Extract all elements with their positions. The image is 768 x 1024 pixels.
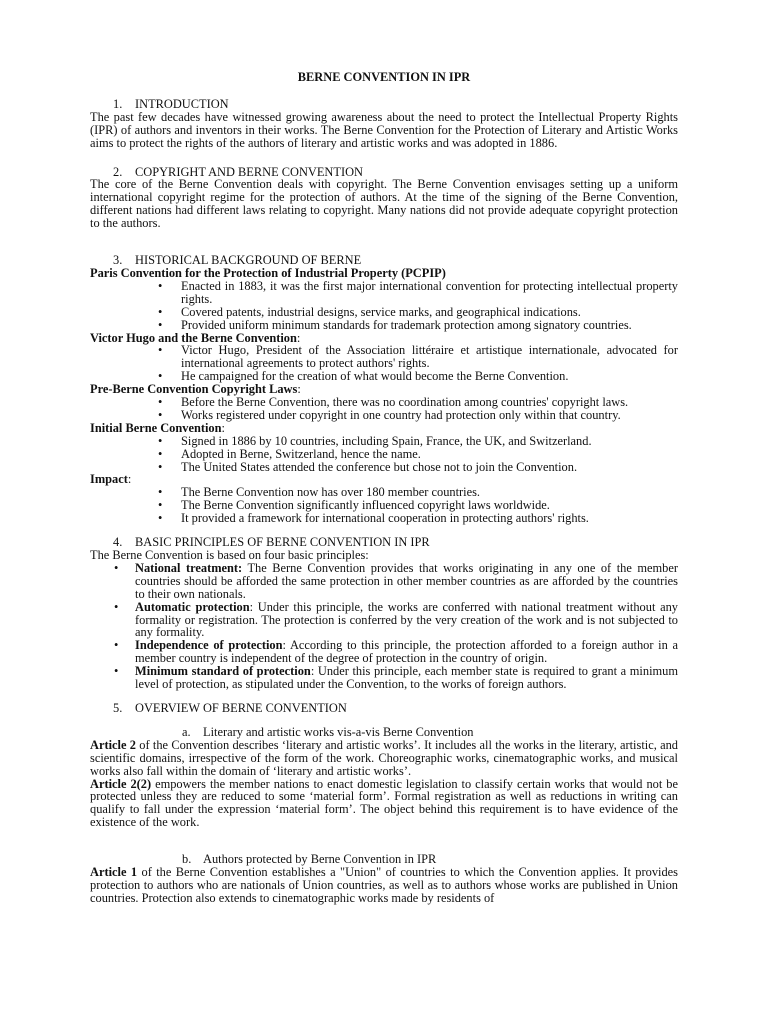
- list-item: • The United States attended the conference but chose not to join the Convention.: [158, 459, 578, 474]
- subhead-paris-convention: Paris Convention for the Protection of Industrial Property (PCPIP): [90, 265, 446, 280]
- bullet-icon: •: [158, 395, 163, 410]
- bullet-icon: •: [158, 317, 163, 332]
- bullet-icon: •: [158, 433, 163, 448]
- bullet-icon: •: [114, 560, 119, 575]
- bullet-icon: •: [158, 343, 163, 358]
- list-item: • Provided uniform minimum standards for trademark protection among signatory countries.: [158, 317, 632, 332]
- section-title: BASIC PRINCIPLES OF BERNE CONVENTION IN IPR: [135, 535, 430, 550]
- list-item: • Independence of protection: According to this principle, the protection afforded to a foreign author in a member country is independent of the degree of protection in the country of origin.: [114, 638, 679, 666]
- section-heading-introduction: [90, 98, 678, 111]
- introduction-paragraph: The past few decades have witnessed growing awareness about the need to protect the Intellectual Property Rights (IPR) of authors and inventors in their works. The Berne Convention for the Protection of Literary and Artistic Works aims to protect the rights of the authors of literary and artistic works and was adopted in 1886.: [90, 109, 678, 150]
- section-number: 5.: [113, 700, 123, 715]
- bullet-icon: •: [158, 459, 163, 474]
- list-item: • Works registered under copyright in one country had protection only within that country.: [158, 407, 621, 422]
- bullet-icon: •: [158, 278, 163, 293]
- initial-berne-list: [90, 435, 678, 474]
- list-item: • Victor Hugo, President of the Association littéraire et artistique internationale, advocated for international agreements to protect authors' rights.: [158, 343, 678, 371]
- section-number: 2.: [113, 164, 123, 179]
- subhead-initial-berne: Initial Berne Convention:: [90, 420, 225, 435]
- list-item: • The Berne Convention significantly influenced copyright laws worldwide.: [158, 498, 550, 513]
- bullet-icon: •: [114, 638, 119, 653]
- section-title: COPYRIGHT AND BERNE CONVENTION: [135, 164, 363, 179]
- impact-list: [90, 486, 678, 525]
- bullet-icon: •: [158, 446, 163, 461]
- list-item: • Signed in 1886 by 10 countries, including Spain, France, the UK, and Switzerland.: [158, 433, 592, 448]
- victor-hugo-list: [90, 344, 678, 383]
- list-item: • Automatic protection: Under this principle, the works are conferred with national treatment without any formality or registration. The protection is conferred by the very creation of the work and is not subjected to any formality.: [114, 599, 678, 640]
- pre-berne-list: [90, 396, 678, 422]
- document-body: [90, 71, 678, 905]
- list-item: • Before the Berne Convention, there was no coordination among countries' copyright laws.: [158, 395, 629, 410]
- copyright-paragraph: The core of the Berne Convention deals with copyright. The Berne Convention envisages setting up a uniform international copyright regime for the protection of authors. At the time of the signing of the Berne Convention, different nations had different laws relating to copyright. Many nations did not provide adequate copyright protection to the authors.: [90, 177, 678, 231]
- subhead-victor-hugo: Victor Hugo and the Berne Convention:: [90, 330, 301, 345]
- subhead-impact: Impact:: [90, 472, 132, 487]
- document-title: BERNE CONVENTION IN IPR: [297, 70, 471, 84]
- bullet-icon: •: [158, 498, 163, 513]
- list-item: • It provided a framework for international cooperation in protecting authors' rights.: [158, 511, 589, 526]
- article-2-2-paragraph: Article 2(2) empowers the member nations to enact domestic legislation to classify certain works that would not be protected unless they are reduced to some ‘material form’. Formal registration as well as reductions in writing can qualify to fall under the expression ‘material form’. The object behind this requirement is to have evidence of the existence of the work.: [90, 776, 678, 830]
- principles-list: [90, 562, 678, 691]
- principles-intro: The Berne Convention is based on four basic principles:: [90, 548, 369, 562]
- article-1-paragraph: Article 1 of the Berne Convention establishes a "Union" of countries to which the Convention applies. It provides protection to authors who are nationals of Union countries, as well as to authors whose works are published in Union countries. Protection also extends to cinematographic works made by residents of: [90, 865, 678, 905]
- list-item: • Covered patents, industrial designs, service marks, and geographical indications.: [158, 304, 581, 319]
- section-heading-overview: [90, 702, 678, 715]
- section-title: HISTORICAL BACKGROUND OF BERNE: [135, 253, 362, 268]
- section-number: 1.: [113, 96, 123, 111]
- bullet-icon: •: [158, 407, 163, 422]
- paris-convention-list: [90, 280, 678, 332]
- list-item: • He campaigned for the creation of what would become the Berne Convention.: [158, 369, 569, 384]
- list-item: • The Berne Convention now has over 180 member countries.: [158, 485, 481, 500]
- bullet-icon: •: [158, 304, 163, 319]
- bullet-icon: •: [114, 664, 119, 679]
- list-item: • Adopted in Berne, Switzerland, hence the name.: [158, 446, 421, 461]
- bullet-icon: •: [158, 485, 163, 500]
- bullet-icon: •: [158, 511, 163, 526]
- subsection-heading-authors-protected: b. Authors protected by Berne Convention in IPR: [182, 852, 437, 867]
- section-title: OVERVIEW OF BERNE CONVENTION: [135, 700, 347, 715]
- list-item: • Minimum standard of protection: Under this principle, each member state is required to grant a minimum level of protection, as stipulated under the Convention, to the works of foreign authors.: [114, 664, 678, 692]
- section-title: INTRODUCTION: [135, 96, 229, 111]
- bullet-icon: •: [114, 599, 119, 614]
- section-number: 3.: [113, 253, 123, 268]
- section-number: 4.: [113, 535, 123, 550]
- bullet-icon: •: [158, 369, 163, 384]
- subsection-heading-literary-works: a. Literary and artistic works vis-a-vis Berne Convention: [182, 724, 474, 739]
- list-item: • Enacted in 1883, it was the first major international convention for protecting intellectual property rights.: [158, 278, 678, 306]
- subhead-pre-berne: Pre-Berne Convention Copyright Laws:: [90, 382, 301, 397]
- list-item: • National treatment: The Berne Convention provides that works originating in any one of the member countries should be afforded the same protection in other member countries as are afforded by the countries to their own nationals.: [114, 560, 678, 601]
- article-2-paragraph: Article 2 of the Convention describes ‘literary and artistic works’. It includes all the works in the literary, artistic, and scientific domains, irrespective of the form of the work. Choreographic works, cinematographic works, and musical works also fall within the domain of ‘literary and artistic works’.: [90, 737, 678, 778]
